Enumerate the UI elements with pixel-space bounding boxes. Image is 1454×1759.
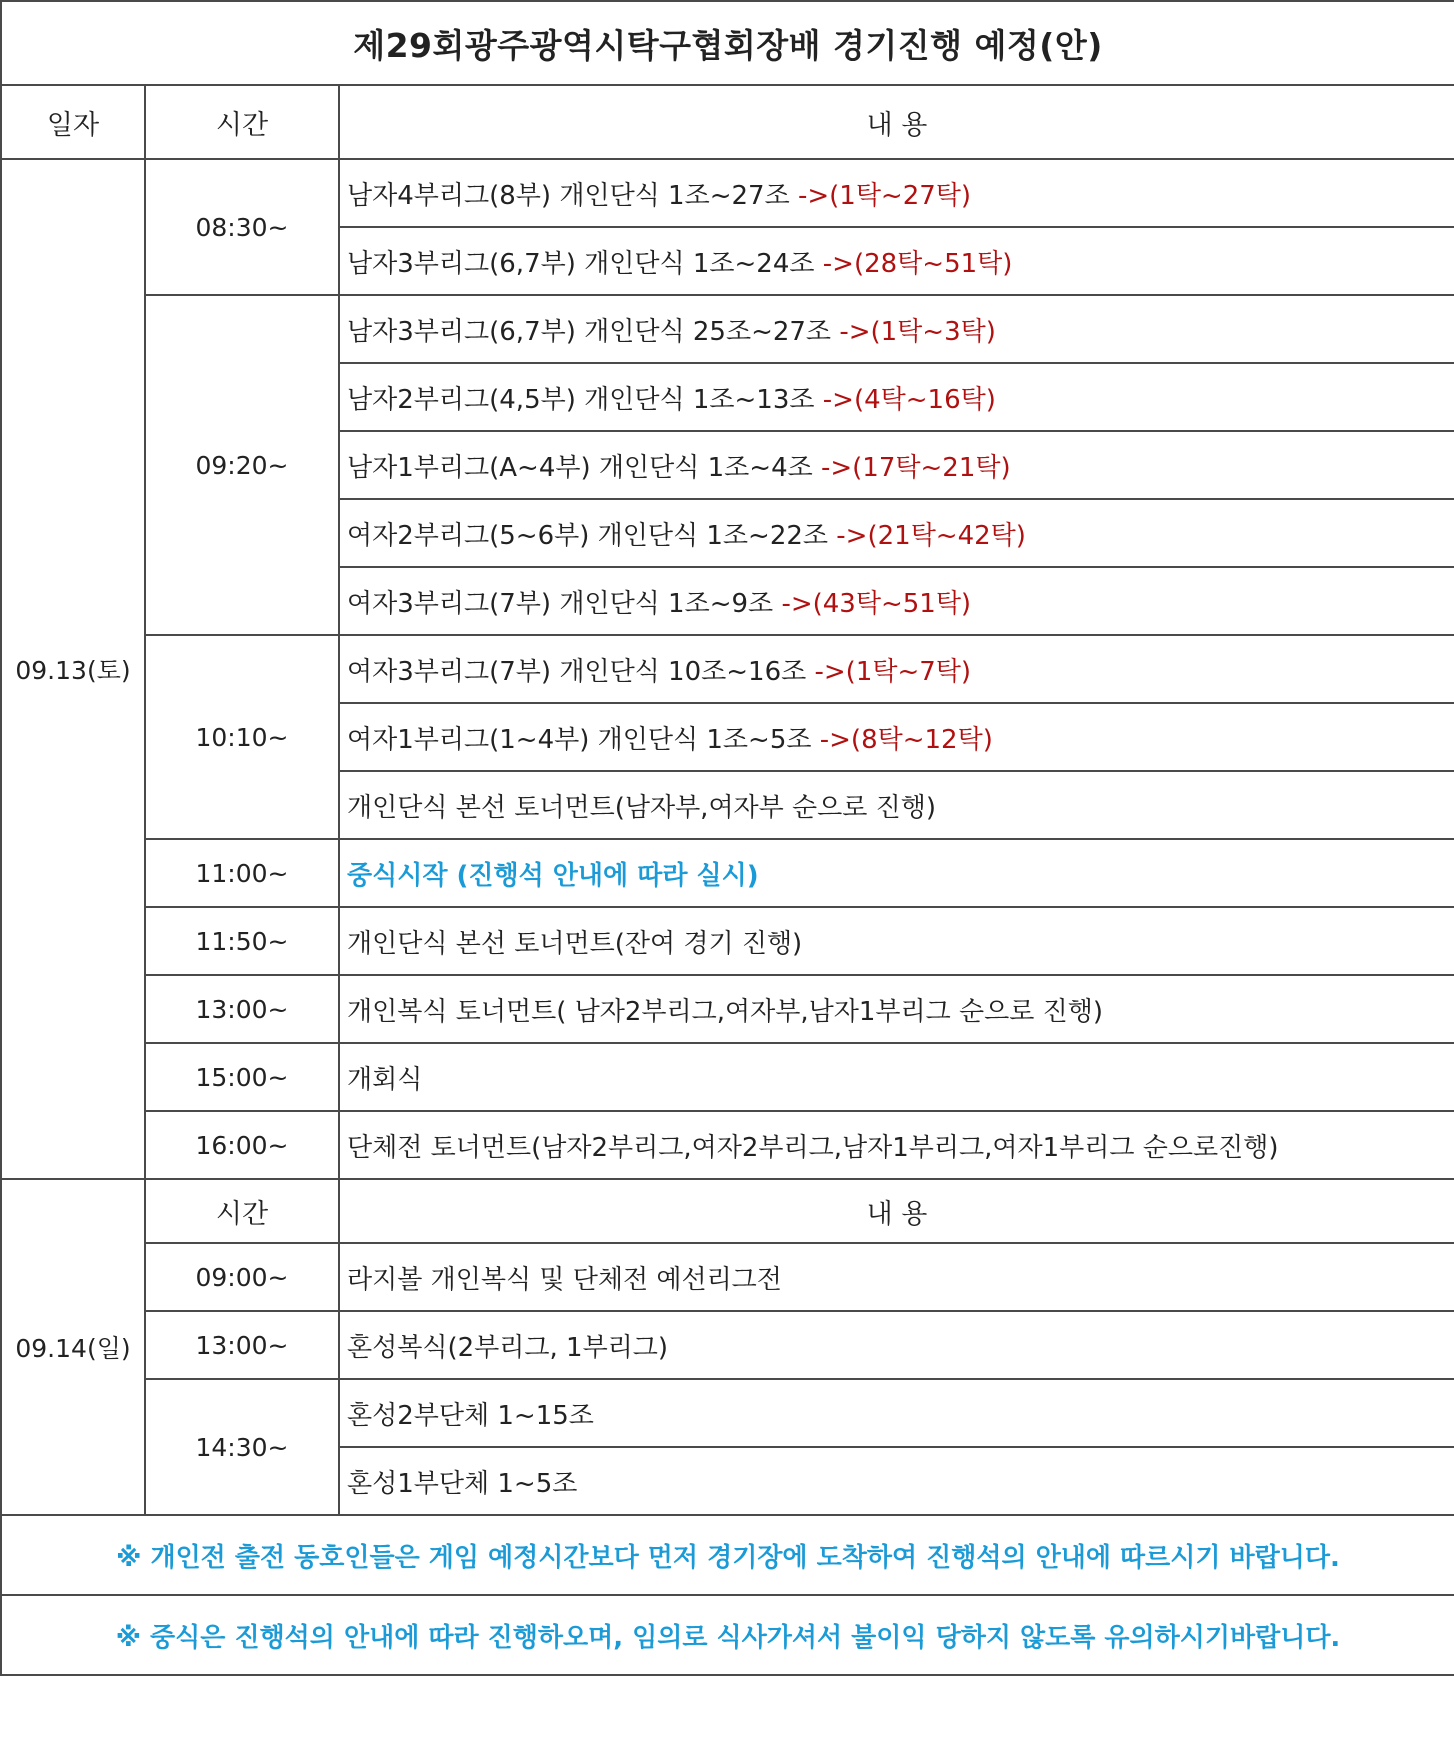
table-row [1, 159, 1454, 227]
table-row [1, 635, 1454, 703]
item-text: 여자2부리그(5~6부) 개인단식 1조~22조 [347, 520, 837, 551]
schedule-item: 개인복식 토너먼트( 남자2부리그,여자부,남자1부리그 순으로 진행) [339, 975, 1454, 1043]
header-row [1, 85, 1454, 159]
schedule-item: 혼성복식(2부리그, 1부리그) [339, 1311, 1454, 1379]
table-range: ->(28탁~51탁) [822, 248, 1013, 279]
slot-time: 11:50~ [145, 907, 339, 975]
schedule-item: 개인단식 본선 토너먼트(잔여 경기 진행) [339, 907, 1454, 975]
slot-time: 08:30~ [145, 159, 339, 295]
slot-time: 10:10~ [145, 635, 339, 839]
table-row [1, 1379, 1454, 1447]
slot-time: 09:20~ [145, 295, 339, 635]
table-range: ->(17탁~21탁) [821, 452, 1011, 483]
schedule-item: 개회식 [339, 1043, 1454, 1111]
day2-header-time: 시간 [145, 1179, 339, 1243]
table-range: ->(21탁~42탁) [836, 520, 1026, 551]
schedule-item [339, 363, 1454, 431]
header-content: 내 용 [339, 85, 1454, 159]
item-text: 남자1부리그(A~4부) 개인단식 1조~4조 [347, 452, 821, 483]
page-title: 제29회광주광역시탁구협회장배 경기진행 예정(안) [1, 1, 1454, 85]
notice-lunch: ※ 중식은 진행석의 안내에 따라 진행하오며, 임의로 식사가셔서 불이익 당하지 않도록 유의하시기바랍니다. [1, 1595, 1454, 1675]
slot-time: 15:00~ [145, 1043, 339, 1111]
schedule-item: 혼성2부단체 1~15조 [339, 1379, 1454, 1447]
schedule-item: 라지볼 개인복식 및 단체전 예선리그전 [339, 1243, 1454, 1311]
notice-row [1, 1515, 1454, 1595]
item-text: 개인단식 본선 토너먼트(남자부,여자부 순으로 진행) [347, 792, 937, 823]
item-text: 여자3부리그(7부) 개인단식 10조~16조 [347, 656, 815, 687]
table-range: ->(1탁~27탁) [797, 180, 972, 211]
day1-date: 09.13(토) [1, 159, 145, 1179]
day2-date: 09.14(일) [1, 1179, 145, 1515]
slot-time: 14:30~ [145, 1379, 339, 1515]
table-row [1, 295, 1454, 363]
table-range: ->(4탁~16탁) [822, 384, 996, 415]
lunch-item: 중식시작 (진행석 안내에 따라 실시) [339, 839, 1454, 907]
schedule-item [339, 159, 1454, 227]
item-text: 남자4부리그(8부) 개인단식 1조~27조 [347, 180, 798, 211]
item-text: 남자3부리그(6,7부) 개인단식 25조~27조 [347, 316, 840, 347]
day2-header-content: 내 용 [339, 1179, 1454, 1243]
item-text: 여자3부리그(7부) 개인단식 1조~9조 [347, 588, 782, 619]
table-row [1, 907, 1454, 975]
title-row [1, 1, 1454, 85]
slot-time: 13:00~ [145, 975, 339, 1043]
header-date: 일자 [1, 85, 145, 159]
table-range: ->(8탁~12탁) [819, 724, 993, 755]
table-row [1, 839, 1454, 907]
item-text: 남자2부리그(4,5부) 개인단식 1조~13조 [347, 384, 823, 415]
table-row [1, 975, 1454, 1043]
table-row [1, 1043, 1454, 1111]
table-range: ->(1탁~7탁) [814, 656, 972, 687]
schedule-item [339, 703, 1454, 771]
notice-row [1, 1595, 1454, 1675]
schedule-item [339, 499, 1454, 567]
schedule-item [339, 771, 1454, 839]
schedule-item [339, 431, 1454, 499]
table-range: ->(1탁~3탁) [839, 316, 996, 347]
schedule-item: 단체전 토너먼트(남자2부리그,여자2부리그,남자1부리그,여자1부리그 순으로진행) [339, 1111, 1454, 1179]
slot-time: 13:00~ [145, 1311, 339, 1379]
schedule-item [339, 295, 1454, 363]
table-row [1, 1179, 1454, 1243]
schedule-item [339, 635, 1454, 703]
item-text: 여자1부리그(1~4부) 개인단식 1조~5조 [347, 724, 820, 755]
schedule-item [339, 567, 1454, 635]
table-row [1, 1243, 1454, 1311]
table-range: ->(43탁~51탁) [781, 588, 972, 619]
schedule-item: 혼성1부단체 1~5조 [339, 1447, 1454, 1515]
slot-time: 16:00~ [145, 1111, 339, 1179]
slot-time: 09:00~ [145, 1243, 339, 1311]
schedule-item [339, 227, 1454, 295]
item-text: 남자3부리그(6,7부) 개인단식 1조~24조 [347, 248, 823, 279]
table-row [1, 1111, 1454, 1179]
table-row [1, 1311, 1454, 1379]
header-time: 시간 [145, 85, 339, 159]
slot-time: 11:00~ [145, 839, 339, 907]
notice-arrival: ※ 개인전 출전 동호인들은 게임 예정시간보다 먼저 경기장에 도착하여 진행석의 안내에 따르시기 바랍니다. [1, 1515, 1454, 1595]
